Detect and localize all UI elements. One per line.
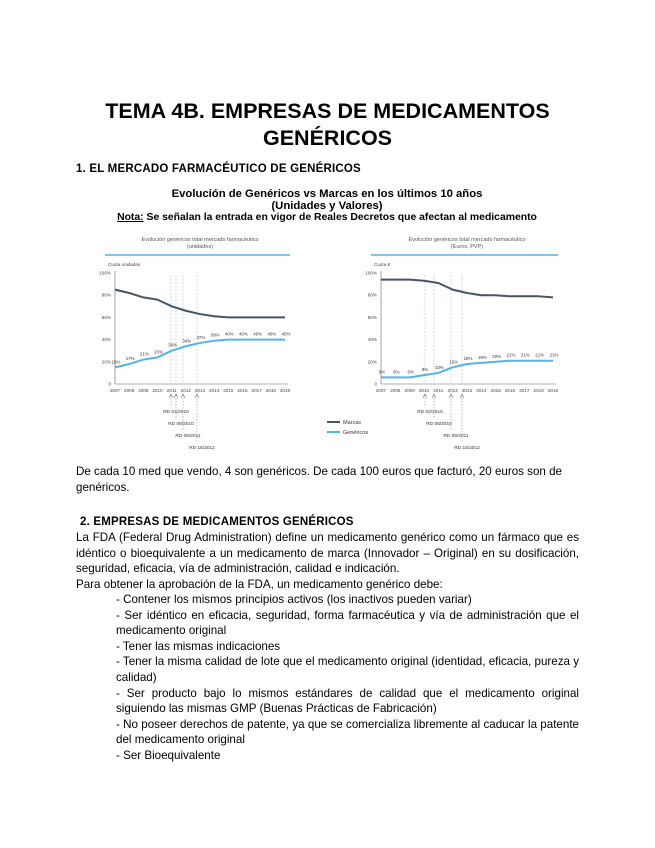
chart2-x-tick-label: 2009	[404, 388, 415, 393]
legend-marcas-label: Marcas	[343, 420, 362, 426]
chart2-x-tick-label: 2010	[418, 388, 430, 393]
paragraph-market-share: De cada 10 med que vendo, 4 son genéricos. De cada 100 euros que facturó, 20 euros son de genéricos.	[76, 465, 562, 494]
chart2-y-tick-label: 60%	[367, 314, 377, 320]
chart1-rd-label: RD 09/2011	[175, 434, 201, 439]
list-item: - Ser idéntico en eficacia, seguridad, forma farmacéutica y vía de administración que el medicamento original	[116, 608, 579, 638]
list-item: - Tener las mismas indicaciones	[116, 639, 281, 653]
figure-title-line-1: Evolución de Genéricos vs Marcas en los últimos 10 años	[171, 188, 483, 200]
chart1-data-label: 17%	[125, 356, 135, 362]
chart1-x-tick-label: 2012	[180, 388, 191, 393]
figure-note	[117, 212, 537, 223]
chart2-data-label: 21%	[520, 352, 530, 358]
chart1-series-marcas-line	[115, 290, 285, 318]
chart1-x-tick-label: 2008	[124, 388, 135, 393]
requirements-list	[116, 592, 579, 764]
chart2-data-label: 8%	[421, 367, 429, 373]
chart1-data-label: 21%	[139, 351, 149, 357]
chart1-data-label: 40%	[239, 331, 248, 337]
chart1-x-tick-label: 2017	[251, 388, 262, 393]
list-item: - Ser producto bajo lo mismos estándares de calidad que el medicamento original siguiendo las mismas GMP (Buenas Prácticas de Fabricación)	[116, 686, 579, 716]
generics-figure	[75, 185, 579, 457]
chart2-x-tick-label: 2014	[476, 388, 487, 393]
chart2-data-label: 21%	[549, 352, 559, 358]
section2-heading: 2. EMPRESAS DE MEDICAMENTOS GENÉRICOS	[80, 516, 354, 528]
chart1-x-tick-label: 2018	[265, 388, 276, 393]
legend	[327, 420, 368, 436]
chart2-data-label: 21%	[506, 352, 516, 358]
chart1-x-tick-label: 2010	[152, 388, 163, 393]
chart1-rd-label: RD 08/2010	[168, 422, 194, 427]
chart1-data-label: 30%	[168, 342, 178, 348]
chart2-x-tick-label: 2011	[433, 388, 444, 393]
paragraph-fda-definition: La FDA (Federal Drug Administration) define un medicamento genérico como un fármaco que es idéntico o bioequivalente a un medicamento de marca (Innovador – Original) en su dosificación, seguridad, eficacia, vía de administración, calidad e indicación.	[76, 531, 579, 576]
section1-heading: 1. EL MERCADO FARMACÉUTICO DE GENÉRICOS	[76, 163, 361, 175]
chart1-x-tick-label: 2007	[109, 388, 121, 393]
chart1-x-tick-label: 2019	[279, 388, 291, 393]
chart1-x-tick-label: 2016	[237, 388, 248, 393]
chart2-x-tick-label: 2017	[519, 388, 530, 393]
chart1-y-tick-label: 0	[108, 381, 111, 387]
chart2-data-label: 6%	[407, 369, 414, 375]
chart2-series-marcas-line	[381, 280, 553, 298]
figure-note-text: Se señalan la entrada en vigor de Reales Decretos que afectan al medicamento	[143, 212, 537, 223]
page-title	[0, 98, 655, 152]
chart2-subtitle: (Euros, PVP)	[450, 244, 484, 250]
chart2-data-label: 19%	[477, 354, 487, 360]
chart1-data-label: 40%	[253, 331, 263, 337]
chart2-data-label: 15%	[449, 359, 459, 365]
title-line-2: GENÉRICOS	[262, 126, 393, 150]
chart1-data-label: 37%	[196, 334, 206, 340]
chart2-rd-label: RD 16/2012	[454, 446, 480, 451]
chart1-data-label: 34%	[182, 338, 192, 344]
chart1-x-tick-label: 2014	[209, 388, 220, 393]
chart1-x-tick-label: 2013	[194, 388, 206, 393]
chart1-y-tick-label: 80%	[101, 292, 111, 298]
chart1-y-tick-label: 60%	[101, 314, 111, 320]
chart2-y-tick-label: 0	[374, 381, 377, 387]
chart2-y-tick-label: 100%	[365, 270, 377, 276]
chart1-y-tick-label: 40%	[101, 337, 111, 343]
chart1-rd-label: RD 16/2012	[189, 446, 215, 451]
paragraph-fda-requirements: Para obtener la aprobación de la FDA, un medicamento genérico debe:	[76, 578, 443, 591]
chart1-rd-label: RD 04/2010	[163, 410, 189, 415]
chart2-data-label: 6%	[393, 369, 400, 375]
chart1-data-label: 39%	[210, 332, 220, 338]
chart1-y-tick-label: 100%	[99, 270, 111, 276]
chart1-data-label: 40%	[281, 331, 291, 337]
list-item: - Contener los mismos principios activos (los inactivos pueden variar)	[116, 593, 472, 606]
chart2-x-tick-label: 2007	[375, 388, 387, 393]
list-item: - Tener la misma calidad de lote que el medicamento original (identidad, eficacia, pureza y calidad)	[116, 655, 579, 684]
chart2-title: Evolución genéricos total mercado farmacéutico	[408, 237, 526, 243]
chart1-ylabel: Cuota unidades	[108, 262, 141, 267]
chart1-x-tick-label: 2011	[166, 388, 177, 393]
chart2-x-tick-label: 2016	[504, 388, 516, 393]
legend-genericos-label: Genéricos	[343, 430, 369, 436]
chart1-data-label: 23%	[154, 349, 163, 355]
chart2-x-tick-label: 2008	[390, 388, 401, 393]
chart2-rd-label: RD 08/2010	[426, 422, 452, 427]
chart2-x-tick-label: 2015	[490, 388, 501, 393]
chart1-x-tick-label: 2015	[223, 388, 234, 393]
figure-note-label: Nota:	[117, 212, 144, 223]
chart2-rd-label: RD 09/2011	[443, 434, 469, 439]
chart2-x-tick-label: 2018	[533, 388, 544, 393]
chart2-x-tick-label: 2013	[461, 388, 473, 393]
chart1-y-tick-label: 20%	[101, 359, 111, 365]
chart1-title: Evolución genéricos total mercado farmacéutico	[141, 237, 259, 243]
chart1-data-label: 15%	[111, 359, 121, 365]
list-item: - No poseer derechos de patente, ya que se comercializa libremente al caducar la patente del medicamento original	[116, 717, 579, 747]
chart1-subtitle: (unidades)	[187, 244, 213, 250]
chart2-data-label: 10%	[434, 364, 444, 370]
chart2-rd-label: RD 04/2010	[417, 410, 443, 415]
chart2-data-label: 20%	[492, 353, 502, 359]
charts-group	[99, 237, 558, 451]
chart2-data-label: 18%	[463, 356, 473, 362]
chart2-data-label: 21%	[535, 352, 545, 358]
chart2-data-label: 6%	[378, 369, 386, 375]
list-item: - Ser Bioequivalente	[116, 748, 221, 762]
chart1-data-label: 40%	[267, 331, 277, 337]
chart1-data-label: 40%	[224, 331, 234, 337]
chart2-y-tick-label: 40%	[367, 337, 377, 343]
chart2-y-tick-label: 20%	[367, 359, 377, 365]
chart2-y-tick-label: 80%	[367, 292, 377, 298]
figure-title-line-2: (Unidades y Valores)	[271, 200, 383, 212]
chart2-x-tick-label: 2012	[447, 388, 458, 393]
chart2-ylabel: Cuota €	[374, 262, 391, 267]
chart1-x-tick-label: 2009	[138, 388, 149, 393]
title-line-1: TEMA 4B. EMPRESAS DE MEDICAMENTOS	[105, 99, 550, 123]
chart2-x-tick-label: 2019	[547, 388, 559, 393]
